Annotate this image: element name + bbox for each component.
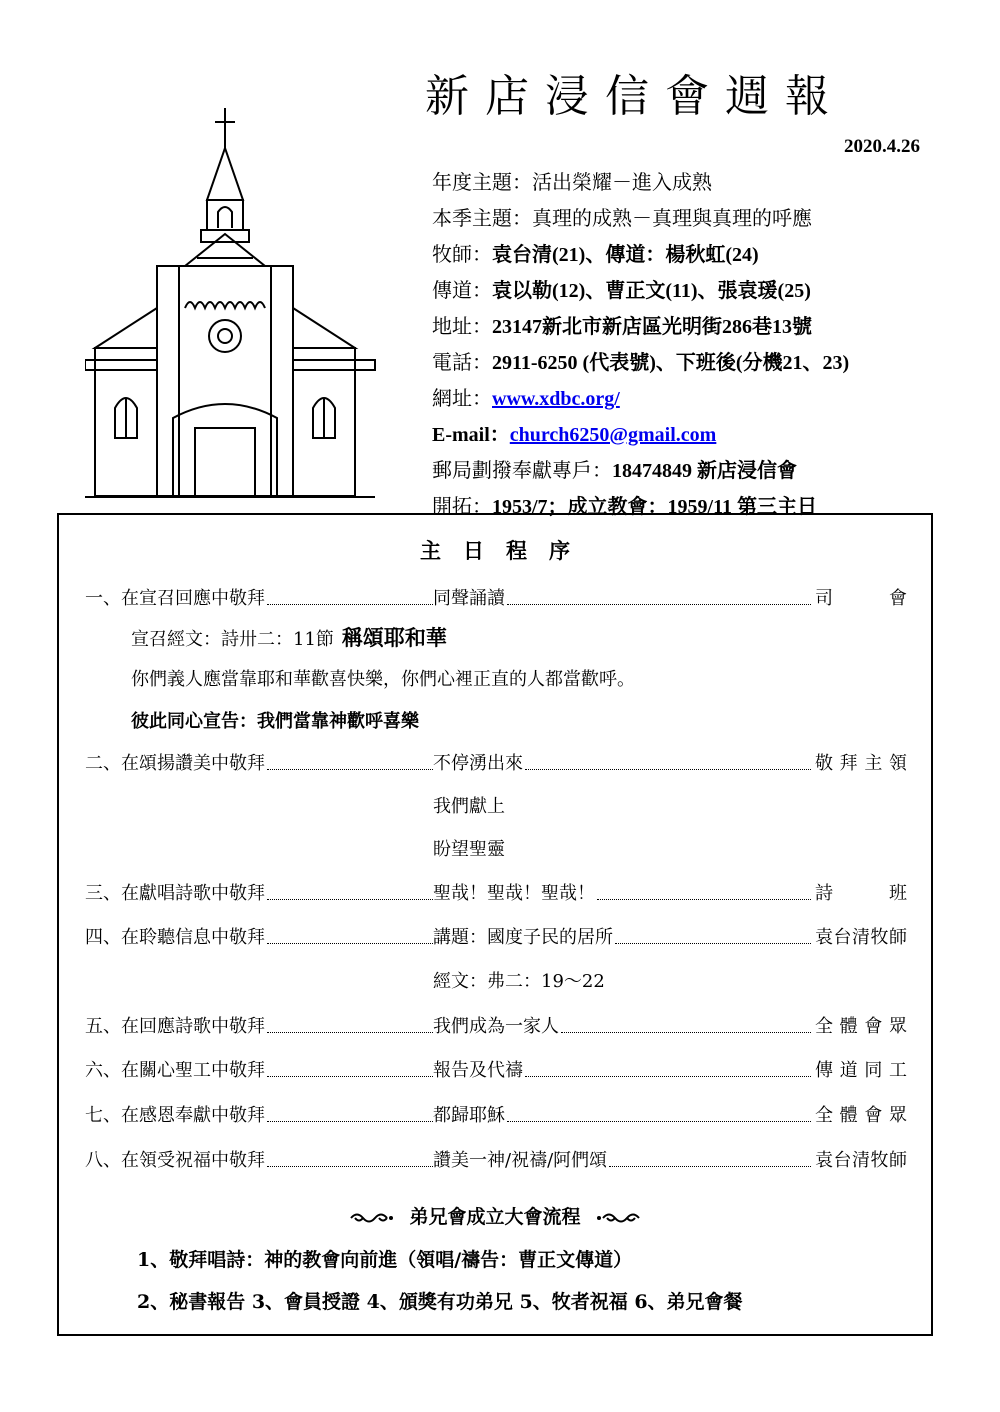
program-item: [85, 1012, 907, 1042]
program-item: [85, 1146, 907, 1176]
website-link[interactable]: www.xdbc.org/: [492, 388, 620, 410]
program-item: [85, 923, 907, 953]
call-scripture-label: 宣召經文：詩卅二：11節: [131, 629, 334, 650]
call-scripture: [131, 623, 447, 655]
church-info: [432, 164, 849, 524]
item-content: 不停湧出來: [433, 753, 523, 774]
item-label: 七、在感恩奉獻中敬拜: [85, 1105, 265, 1126]
program-item: [85, 1101, 907, 1131]
preacher-line: [432, 272, 849, 308]
program-item: [85, 1056, 907, 1086]
item-leader: 袁台清牧師: [815, 1150, 907, 1171]
postal-value: 18474849 新店浸信會: [612, 460, 797, 482]
song-extra: 我們獻上: [433, 796, 505, 817]
website-label: 網址：: [432, 386, 492, 410]
address-line: [432, 308, 849, 344]
flow-line-1: 1、敬拜唱詩：神的教會向前進（領唱/禱告：曹正文傳道）: [137, 1249, 633, 1271]
website-line: [432, 380, 849, 416]
sermon-scripture: 經文：弗二：19～22: [433, 971, 605, 992]
phone-line: [432, 344, 849, 380]
left-ornament-icon: [349, 1211, 393, 1225]
phone-value: 2911-6250 (代表號)、下班後(分機21、23): [492, 352, 850, 374]
pastor-label: 牧師：: [432, 242, 492, 266]
item-label: 八、在領受祝福中敬拜: [85, 1150, 265, 1171]
phone-label: 電話：: [432, 350, 492, 374]
bulletin-date: 2020.4.26: [844, 136, 920, 157]
item-leader: 全體會眾: [815, 1105, 907, 1126]
program-item: [85, 879, 907, 909]
email-link[interactable]: church6250@gmail.com: [509, 424, 717, 446]
church-illustration: [85, 108, 385, 498]
flow-title: 弟兄會成立大會流程: [409, 1206, 581, 1228]
item-content: 報告及代禱: [433, 1060, 523, 1081]
item-leader: 司會: [815, 588, 907, 609]
founding-value: 1953/7；成立教會：1959/11 第三主日: [492, 496, 818, 518]
item-content: 同聲誦讀: [433, 588, 505, 609]
item-content: 講題：國度子民的居所: [433, 927, 613, 948]
preacher-value: 袁以勒(12)、曹正文(11)、張袁瑗(25): [492, 280, 811, 302]
item-leader: 詩班: [815, 883, 907, 904]
right-ornament-icon: [597, 1211, 641, 1225]
item-label: 三、在獻唱詩歌中敬拜: [85, 883, 265, 904]
item-content: 都歸耶穌: [433, 1105, 505, 1126]
declaration: 彼此同心宣告：我們當靠神歡呼喜樂: [131, 711, 419, 732]
pastor-line: [432, 236, 849, 272]
item-label: 一、在宣召回應中敬拜: [85, 588, 265, 609]
call-scripture-title: 稱頌耶和華: [341, 625, 447, 650]
program-title: 主日程序: [420, 538, 592, 563]
bulletin-title: 新店浸信會週報: [425, 71, 845, 122]
item-content: 我們成為一家人: [433, 1016, 559, 1037]
postal-label: 郵局劃撥奉獻專戶：: [432, 458, 612, 482]
item-content: 聖哉！聖哉！聖哉！: [433, 883, 595, 904]
address-value: 23147新北市新店區光明街286巷13號: [492, 316, 812, 338]
email-label: E-mail：: [432, 424, 510, 446]
item-label: 四、在聆聽信息中敬拜: [85, 927, 265, 948]
program-item: [85, 584, 907, 614]
email-line: [432, 416, 849, 452]
call-verse: 你們義人應當靠耶和華歡喜快樂，你們心裡正直的人都當歡呼。: [131, 669, 635, 690]
program-box: [57, 513, 933, 1336]
item-leader: 全體會眾: [815, 1016, 907, 1037]
item-label: 二、在頌揚讚美中敬拜: [85, 753, 265, 774]
annual-theme: 年度主題：活出榮耀－進入成熟: [432, 170, 712, 194]
song-extra: 盼望聖靈: [433, 839, 505, 860]
item-leader: 傳道同工: [815, 1060, 907, 1081]
preacher-label: 傳道：: [432, 278, 492, 302]
item-label: 六、在關心聖工中敬拜: [85, 1060, 265, 1081]
postal-line: [432, 452, 849, 488]
item-content: 讚美一神/祝禱/阿們頌: [433, 1150, 608, 1171]
item-label: 五、在回應詩歌中敬拜: [85, 1016, 265, 1037]
season-theme: 本季主題：真理的成熟－真理與真理的呼應: [432, 206, 812, 230]
address-label: 地址：: [432, 314, 492, 338]
founding-label: 開拓：: [432, 494, 492, 518]
program-item: [85, 749, 907, 779]
flow-heading: [59, 1202, 931, 1229]
item-leader: 袁台清牧師: [815, 927, 907, 948]
item-leader: 敬拜主領: [815, 753, 907, 774]
pastor-value: 袁台清(21)、傳道：楊秋虹(24): [492, 244, 759, 266]
flow-line-2: 2、秘書報告 3、會員授證 4、頒獎有功弟兄 5、牧者祝福 6、弟兄會餐: [137, 1291, 743, 1313]
